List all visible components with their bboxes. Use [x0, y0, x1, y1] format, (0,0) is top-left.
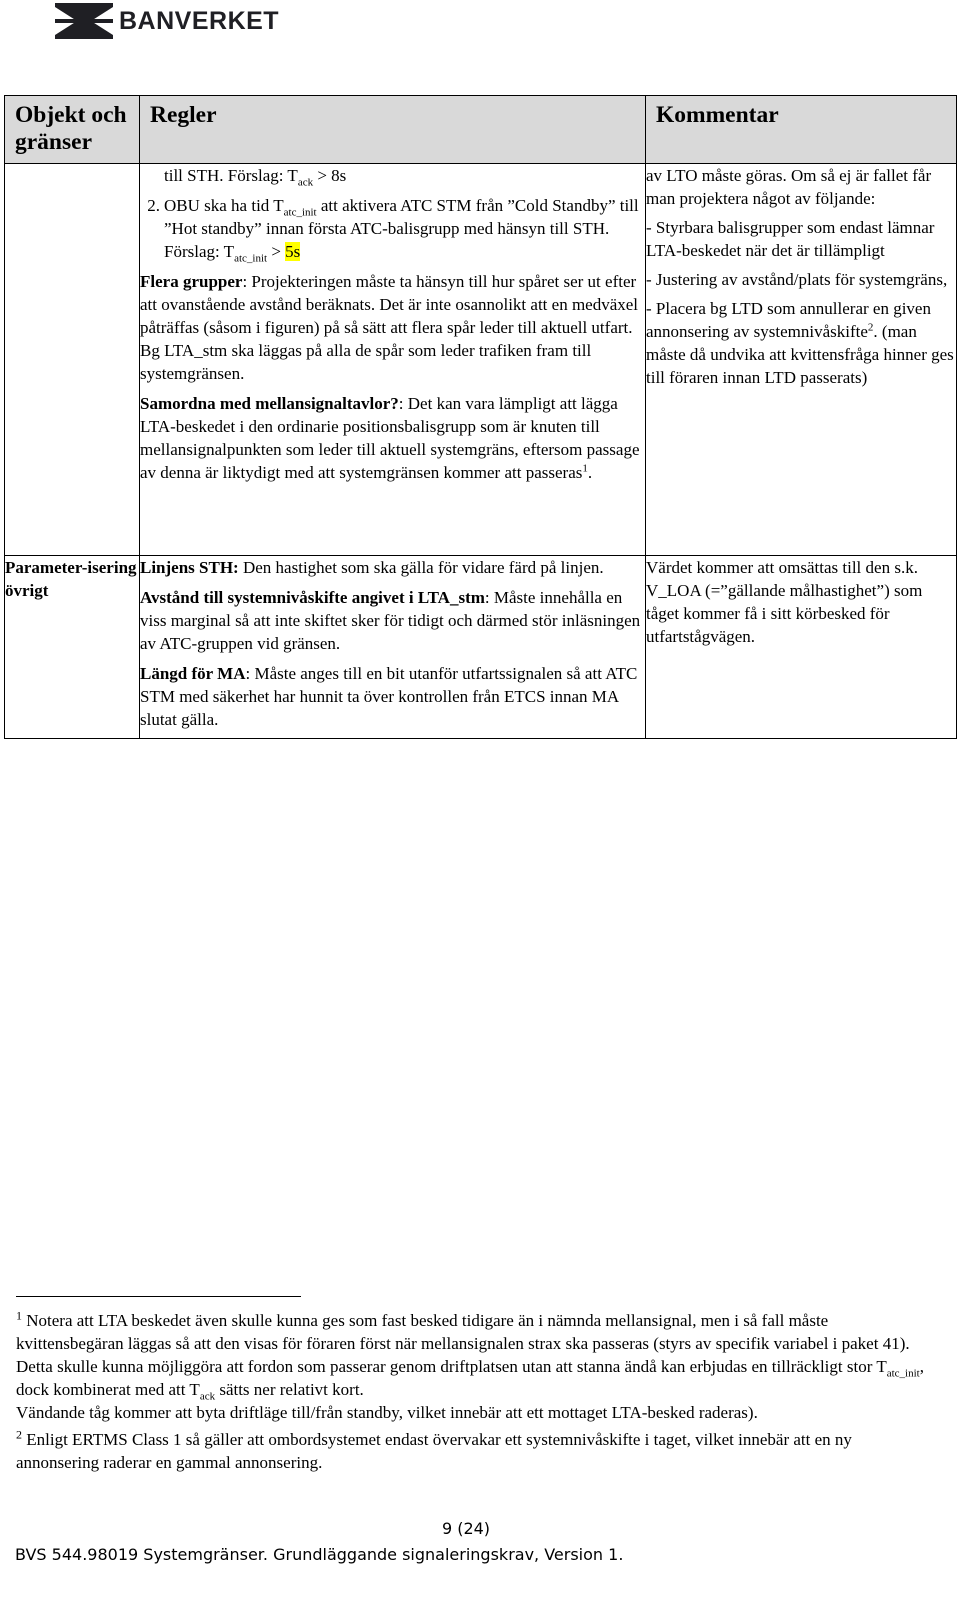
page-number: 9 (24): [441, 1519, 491, 1538]
table-row: [5, 556, 957, 739]
footnote-ref: 1: [582, 462, 588, 475]
rules-paragraph: Flera grupper: Projekteringen måste ta hänsyn till hur spåret ser ut efter att ovanstående avstånd beräknats. Det är inte osannolikt att en medväxel påträffas (såsom i figuren) på så sätt att flera spår leder till aktuell utfart. Bg LTA_stm ska läggas på alla de spår som leder trafiken fram till systemgränsen.: [140, 272, 639, 383]
comment-paragraph: Värdet kommer att omsättas till den s.k. V_LOA (=”gällande målhastighet”) som tåget kommer få i sitt körbesked för utfartstågvägen.: [646, 558, 923, 646]
row-label: Parameter-isering övrigt: [5, 556, 140, 739]
highlight: 5s: [285, 242, 301, 261]
rules-paragraph: Längd för MA: Måste anges till en bit utanför utfartssignalen så att ATC STM med säkerhet har hunnit ta över kontrollen från ETCS innan MA slutat gälla.: [140, 664, 638, 729]
row-label: [5, 164, 140, 556]
rules-paragraph: Avstånd till systemnivåskifte angivet i LTA_stm: Måste innehålla en viss marginal så att inte skiftet sker för tidigt och därmed stör inläsningen av ATC-gruppen vid gränsen.: [140, 588, 641, 653]
comment-cell: [646, 556, 957, 739]
comment-paragraph: - Placera bg LTD som annullerar en given annonsering av systemnivåskifte$^2$. (man måste då undvika att kvittensfråga hinner ges till föraren innan LTD passerats): [646, 299, 954, 387]
comment-paragraph: - Styrbara balisgrupper som endast lämnar LTA-beskedet när det är tillämpligt: [646, 218, 935, 260]
comment-paragraph: - Justering av avstånd/plats för systemgräns,: [646, 270, 948, 289]
rules-cell: [140, 556, 646, 739]
banverket-logo-icon: [55, 3, 113, 39]
table-row: [5, 164, 957, 556]
comment-cell: [646, 164, 957, 556]
rules-paragraph: Linjens STH: Den hastighet som ska gälla för vidare färd på linjen.: [140, 558, 604, 577]
footnotes: [16, 1309, 928, 1474]
rules-line: till STH. Förslag: $T_{ack} > 8s$: [164, 166, 347, 189]
rules-cell: [140, 164, 646, 556]
comment-paragraph: av LTO måste göras. Om så ej är fallet får man projektera något av följande:: [646, 166, 932, 208]
document-footer: BVS 544.98019 Systemgränser. Grundläggande signaleringskrav, Version 1.: [15, 1545, 624, 1564]
header-kommentar: Kommentar: [646, 96, 957, 164]
logo-text: BANVERKET: [119, 6, 280, 35]
banverket-logo: [55, 2, 279, 40]
list-item: 2. OBU ska ha tid $T_{atc\_init}$ att aktivera ATC STM från ”Cold Standby” till ”Hot standby” innan första ATC-balisgrupp med hänsyn till STH. Förslag: $T_{atc\_init} > 5s$: [147, 196, 639, 265]
header-regler: Regler: [140, 96, 646, 164]
footnote-ref: 2: [867, 321, 874, 334]
table-header-row: [5, 96, 957, 164]
rules-table: [4, 95, 957, 739]
rules-paragraph: Samordna med mellansignaltavlor?: Det kan vara lämpligt att lägga LTA-beskedet i den ordinarie positionsbalisgrupp som är knuten till mellansignalpunkten som leder till aktuell systemgräns, eftersom passage av denna är liktydigt med att systemgränsen kommer att passeras$^1$.: [140, 394, 640, 482]
header-objekt: Objekt och gränser: [5, 96, 140, 164]
footnote-2: $^2$ Enligt ERTMS Class 1 så gäller att ombordsystemet endast övervakar ett systemnivåskifte i taget, vilket innebär att en ny annonsering raderar en gammal annonsering.: [16, 1427, 852, 1472]
footnote-divider: [16, 1296, 301, 1297]
footnote-1: $^1$ Notera att LTA beskedet även skulle kunna ges som fast besked tidigare än i nämnda mellansignal, men i så fall måste kvittensbegäran läggas så att den visas för föraren först när mellansignalen strax ska passeras (styrs av specifik variabel i paket 41). Detta skulle kunna möjliggöra att fordon som passerar genom driftplatsen utan att stanna ändå kan erbjudas en tillräckligt stor $T_{atc\_init}$, dock kombinerat med att $T_{ack}$ sätts ner relativt kort. Vändande tåg kommer att byta driftläge till/från standby, vilket innebär att ett mottaget LTA-besked raderas).: [16, 1308, 924, 1422]
